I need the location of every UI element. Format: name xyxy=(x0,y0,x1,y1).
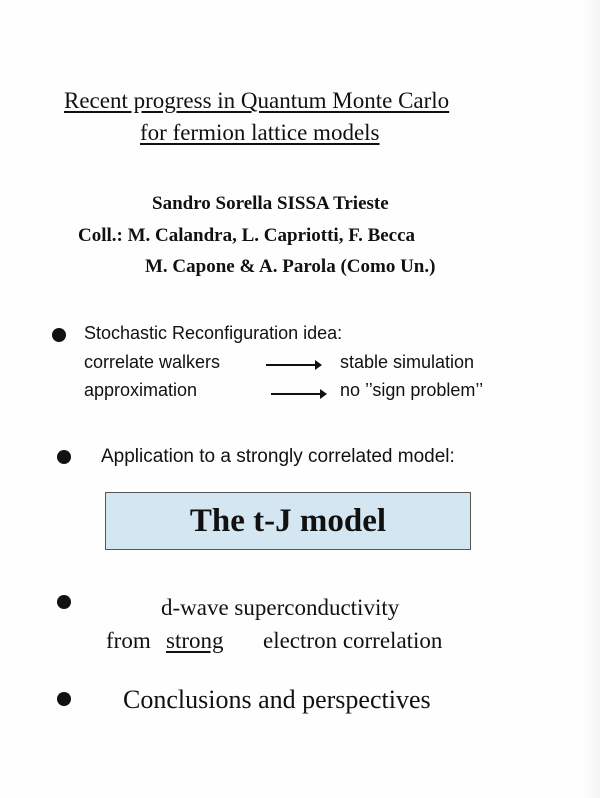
sr-heading: Stochastic Reconfiguration idea: xyxy=(84,323,343,343)
model-box-title: The t-J model xyxy=(189,502,387,539)
title-line-1: Recent progress in Quantum Monte Carlo xyxy=(64,88,450,113)
title-line-2: for fermion lattice models xyxy=(140,120,380,145)
application-text: Application to a strongly correlated model: xyxy=(101,446,455,467)
dwave-line-2-pre: from xyxy=(106,628,151,653)
scan-edge-shadow xyxy=(582,0,600,798)
sr-row1-left: correlate walkers xyxy=(84,352,221,372)
author-line-3: M. Capone & A. Parola (Como Un.) xyxy=(145,256,436,277)
sr-row2-right: no ’’sign problem’’ xyxy=(340,380,484,400)
author-line-1: Sandro Sorella SISSA Trieste xyxy=(152,193,389,214)
right-arrow-icon xyxy=(266,364,320,366)
sr-row1-right: stable simulation xyxy=(340,352,475,372)
sr-row2-left: approximation xyxy=(84,380,198,400)
dwave-line-1: d-wave superconductivity xyxy=(161,595,400,620)
bullet-icon xyxy=(52,328,66,342)
author-line-2: Coll.: M. Calandra, L. Capriotti, F. Becca xyxy=(78,225,416,246)
bullet-icon xyxy=(57,595,71,609)
bullet-icon xyxy=(57,692,71,706)
model-box xyxy=(105,492,471,550)
right-arrow-icon xyxy=(271,393,325,395)
dwave-line-2-post: electron correlation xyxy=(263,628,443,653)
dwave-line-2-underlined: strong xyxy=(166,628,224,653)
conclusions-text: Conclusions and perspectives xyxy=(123,685,431,714)
bullet-icon xyxy=(57,450,71,464)
